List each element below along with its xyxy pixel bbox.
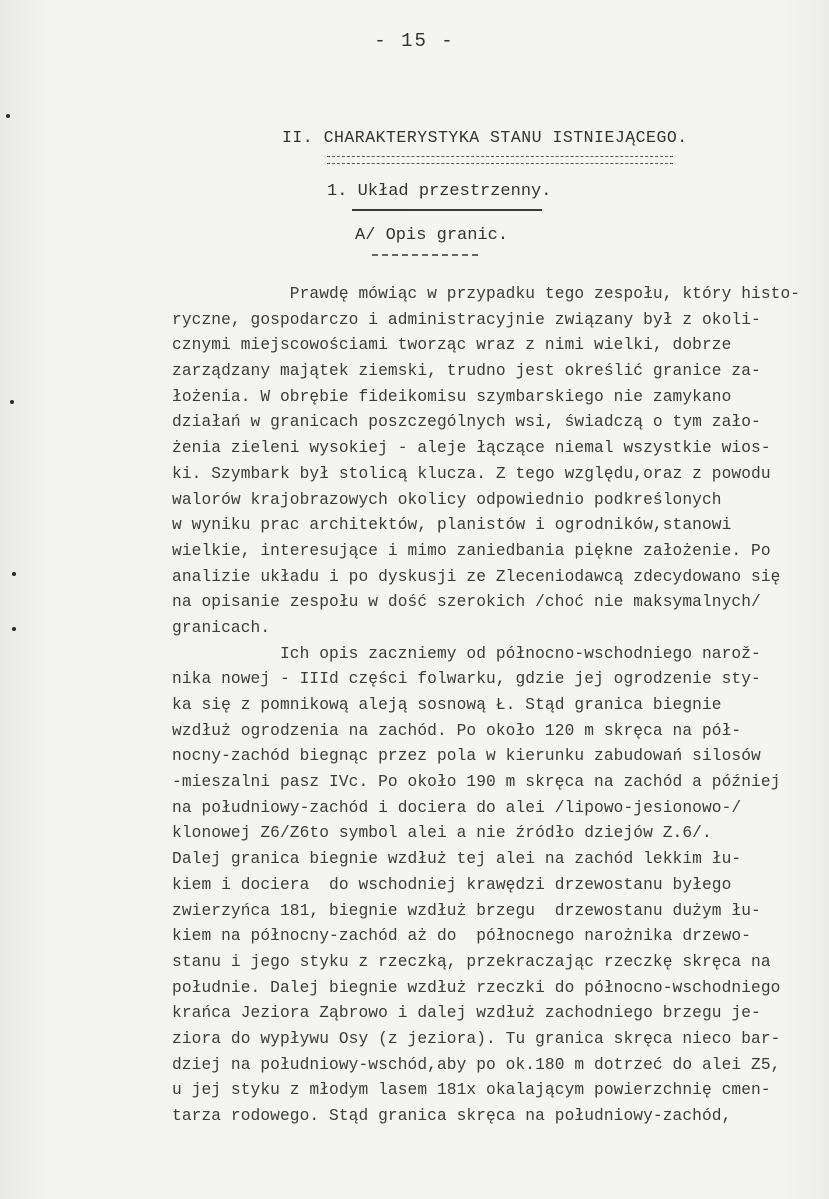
body-line: dziej na południowy-wschód,aby po ok.180 m dotrzeć do alei Z5, bbox=[172, 1055, 781, 1074]
body-line: cznymi miejscowościami tworząc wraz z nimi wielki, dobrze bbox=[172, 336, 732, 355]
body-line: zwierzyńca 181, biegnie wzdłuż brzegu drzewostanu dużym łu- bbox=[172, 901, 761, 920]
margin-punch-mark bbox=[12, 572, 16, 576]
body-line: kiem na północny-zachód aż do północnego narożnika drzewo- bbox=[172, 927, 752, 946]
body-line: nika nowej - IIId części folwarku, gdzie jej ogrodzenie sty- bbox=[172, 670, 761, 689]
body-line: analizie układu i po dyskusji ze Zleceniodawcą zdecydowano się bbox=[172, 567, 781, 586]
body-line: Prawdę mówiąc w przypadku tego zespołu, który histo- bbox=[172, 285, 801, 303]
body-line: granicach. bbox=[172, 618, 271, 637]
body-line: na południowy-zachód i dociera do alei /lipowo-jesionowo-/ bbox=[172, 798, 742, 817]
margin-punch-mark bbox=[10, 400, 14, 404]
body-line: walorów krajobrazowych okolicy odpowiednio podkreślonych bbox=[172, 490, 722, 509]
body-line: ki. Szymbark był stolicą klucza. Z tego względu,oraz z powodu bbox=[172, 464, 771, 483]
body-line: na opisanie zespołu w dość szerokich /choć nie maksymalnych/ bbox=[172, 593, 761, 612]
body-line: wielkie, interesujące i mimo zaniedbania piękne założenie. Po bbox=[172, 541, 771, 560]
body-line: Dalej granica biegnie wzdłuż tej alei na zachód lekkim łu- bbox=[172, 850, 742, 869]
body-line: kiem i dociera do wschodniej krawędzi drzewostanu byłego bbox=[172, 875, 732, 894]
margin-punch-mark bbox=[12, 627, 16, 631]
body-line: krańca Jeziora Ząbrowo i dalej wzdłuż zachodniego brzegu je- bbox=[172, 1004, 761, 1023]
chapter-title-double-underline bbox=[327, 156, 673, 164]
body-line: u jej styku z młodym lasem 181x okalającym powierzchnię cmen- bbox=[172, 1081, 771, 1100]
body-line: południe. Dalej biegnie wzdłuż rzeczki do północno-wschodniego bbox=[172, 978, 781, 997]
subsection-title: A/ Opis granic. bbox=[355, 226, 509, 245]
body-line: żenia zieleni wysokiej - aleje łączące niemal wszystkie wios- bbox=[172, 439, 771, 458]
body-line: nocny-zachód biegnąc przez pola w kierunku zabudowań silosów bbox=[172, 747, 761, 766]
body-line: łożenia. W obrębie fideikomisu szymbarskiego nie zamykano bbox=[172, 387, 732, 406]
section-title-underline bbox=[352, 209, 542, 211]
body-line: ziora do wypływu Osy (z jeziora). Tu granica skręca nieco bar- bbox=[172, 1029, 781, 1048]
body-line: wzdłuż ogrodzenia na zachód. Po około 120 m skręca na pół- bbox=[172, 721, 742, 740]
body-line: -mieszalni pasz IVc. Po około 190 m skręca na zachód a później bbox=[172, 773, 781, 792]
chapter-title: II. CHARAKTERYSTYKA STANU ISTNIEJĄCEGO. bbox=[282, 128, 688, 147]
body-line: ka się z pomnikową aleją sosnową Ł. Stąd granica biegnie bbox=[172, 696, 722, 714]
body-line: stanu i jego styku z rzeczką, przekraczając rzeczkę skręca na bbox=[172, 952, 771, 971]
body-line: działań w granicach poszczególnych wsi, świadczą o tym zało- bbox=[172, 413, 761, 432]
body-line: klonowej Z6/Z6to symbol alei a nie źródło dziejów Z.6/. bbox=[172, 824, 712, 843]
page-number: - 15 - bbox=[374, 30, 455, 52]
body-line: zarządzany majątek ziemski, trudno jest określić granice za- bbox=[172, 362, 761, 381]
body-line: w wyniku prac architektów, planistów i ogrodników,stanowi bbox=[172, 516, 732, 535]
body-line: Ich opis zaczniemy od północno-wschodniego narož- bbox=[172, 644, 761, 663]
section-title: 1. Układ przestrzenny. bbox=[327, 182, 552, 201]
margin-punch-mark bbox=[6, 114, 10, 118]
body-text bbox=[172, 282, 822, 1130]
subsection-title-underline bbox=[372, 254, 478, 256]
body-line: tarza rodowego. Stąd granica skręca na południowy-zachód, bbox=[172, 1107, 732, 1125]
body-line: ryczne, gospodarczo i administracyjnie związany był z okoli- bbox=[172, 310, 761, 329]
